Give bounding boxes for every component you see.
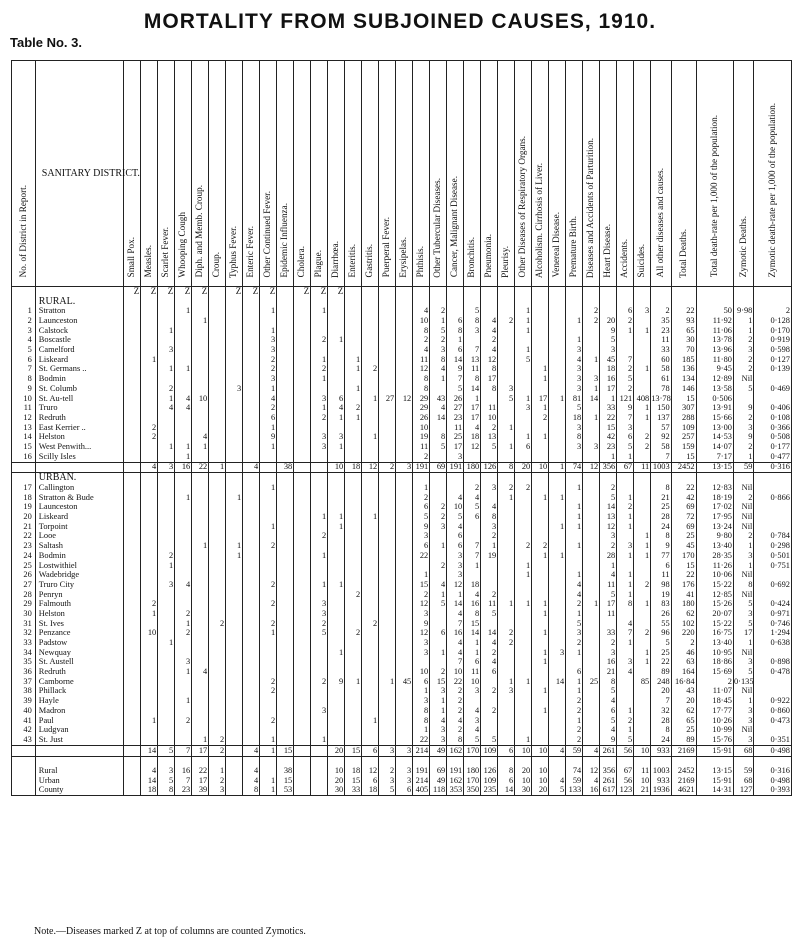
table-row: 7 St. Germans .. 1 1 2 2 1 2 12 4 9 11 8 1 3 18 2 1 58 136 9·45 2 0·139 (12, 365, 792, 375)
header-col-31: All other diseases and causes. (651, 61, 671, 287)
zymotic-marker-row: Z Z Z Z Z Z Z Z Z Z Z (12, 287, 792, 297)
header-col-3: Whooping Cough (175, 61, 192, 287)
table-row: 2 Launceston 1 10 1 6 8 4 2 1 1 2 20 2 35 93 11·92 1 0·128 (12, 316, 792, 326)
table-row: 8 Bodmin 3 1 8 1 7 8 17 1 3 3 16 5 61 134 12·89 Nil (12, 375, 792, 385)
header-col-23: Other Diseases of Respiratory Organs. (515, 61, 532, 287)
header-col-30: Suicides. (634, 61, 651, 287)
header-col-14: Gastritis. (362, 61, 379, 287)
header-col-32: Total Deaths. (671, 61, 696, 287)
header-col-10: Cholera. (294, 61, 311, 287)
table-row: 25 Lostwithiel 1 2 3 1 1 1 6 15 11·26 1 0·751 (12, 561, 792, 571)
section-urban: URBAN. (12, 473, 792, 484)
table-row: 39 Hayle 1 3 1 2 2 4 7 20 18·45 1 0·922 (12, 697, 792, 707)
header-col-18: Other Tubercular Diseases. (430, 61, 447, 287)
table-row: 10 St. Au-tell 1 4 10 4 3 6 1 27 12 29 43 26 1 5 1 17 1 81 14 1 121 408 13·78 15 0·506 (12, 394, 792, 404)
table-row: 3 Calstock 1 1 8 5 8 3 4 1 9 1 1 23 65 11·06 1 0·170 (12, 326, 792, 336)
table-row: 38 Phillack 2 1 3 2 3 2 3 1 1 5 20 43 11·07 Nil (12, 687, 792, 697)
table-row: 22 Looe 2 3 6 2 3 1 8 25 9·80 2 0·784 (12, 532, 792, 542)
header-col-1: Measles. (141, 61, 158, 287)
header-col-25: Venereal Disease. (549, 61, 566, 287)
header-col-16: Erysipelas. (396, 61, 413, 287)
table-row: 11 Truro 4 4 2 1 4 2 29 4 27 17 11 3 1 5 33 9 1 150 307 13·91 9 0·406 (12, 404, 792, 414)
header-col-0: Small Pox. (124, 61, 141, 287)
header-col-8: Other Continued Fever. (260, 61, 277, 287)
header-col-27: Diseases and Accidents of Parturition. (583, 61, 600, 287)
header-col-4: Diph. and Memb. Croup. (192, 61, 209, 287)
table-row: 28 Penryn 2 2 1 1 4 2 4 5 1 19 41 12·85 Nil (12, 590, 792, 600)
table-row: 32 Penzance 10 2 1 5 2 12 6 16 14 14 2 1 3 33 7 2 96 220 16·75 17 1·294 (12, 629, 792, 639)
table-row: 29 Falmouth 2 2 3 12 5 14 16 11 1 1 1 2 1 17 8 1 83 180 15·26 5 0·424 (12, 600, 792, 610)
table-row: 19 Launceston 6 2 10 5 4 1 14 2 25 69 17·02 Nil (12, 503, 792, 513)
header-col-28: Heart Disease. (600, 61, 617, 287)
table-row: 30 Helston 1 2 3 3 4 8 5 1 1 11 26 62 20·07 3 0·971 (12, 609, 792, 619)
header-col-35: Zymotic death-rate per 1,000 of the population. (754, 61, 792, 287)
header-col-7: Enteric Fever. (243, 61, 260, 287)
header-col-12: Diarrhœa. (328, 61, 345, 287)
table-row: 18 Stratton & Bude 1 1 2 4 4 1 1 1 5 1 21 42 18·19 2 0·866 (12, 493, 792, 503)
header-col-11: Plague. (311, 61, 328, 287)
table-row: 31 St. Ives 1 2 2 2 2 9 7 15 5 4 55 102 15·22 5 0·746 (12, 619, 792, 629)
summary-row: Urban 14 5 7 17 2 4 1 15 20 15 6 3 3 214 49 162 170 109 6 10 10 4 59 4 261 56 10 933 2169 15·91 68 0·498 (12, 776, 792, 786)
table-row: 14 Helston 2 4 9 3 3 1 19 8 25 18 13 1 1 8 42 6 2 92 257 14·53 9 0·508 (12, 433, 792, 443)
table-row: 21 Torpoint 1 1 9 3 4 3 1 1 12 1 24 69 13·24 Nil (12, 522, 792, 532)
table-row: 4 Boscastle 3 2 1 2 2 1 2 1 5 11 30 13·78 2 0·919 (12, 336, 792, 346)
rural-total-row: 4 3 16 22 1 4 38 10 18 12 2 3 191 69 191 180 126 8 20 10 1 74 12 356 67 11 1003 2452 13·15 59 0·316 (12, 462, 792, 473)
header-col-2: Scarlet Fever. (158, 61, 175, 287)
header-col-22: Pleurisy. (498, 61, 515, 287)
footnote: Note.—Diseases marked Z at top of columns are counted Zymotics. (34, 926, 306, 937)
table-row: 33 Padstow 1 3 4 1 4 2 2 2 1 5 2 13·40 1 0·638 (12, 638, 792, 648)
header-col-9: Epidemic Influenza. (277, 61, 294, 287)
header-col-21: Pneumonia. (481, 61, 498, 287)
table-row: 5 Camelford 3 3 4 3 6 7 4 1 3 3 33 70 13·96 3 0·598 (12, 345, 792, 355)
table-row: 23 Saltash 1 1 2 6 1 6 7 1 2 2 1 2 3 1 9 45 13·40 1 0·298 (12, 542, 792, 552)
page-title: MORTALITY FROM SUBJOINED CAUSES, 1910. (143, 10, 657, 33)
table-row: 20 Liskeard 1 1 1 5 2 5 6 8 1 13 1 28 72 17·95 Nil (12, 512, 792, 522)
table-row: 40 Madron 3 8 1 2 4 2 1 2 6 1 32 62 17·77 3 0·860 (12, 706, 792, 716)
table-row: 16 Scilly Isles 1 2 3 1 1 7 15 7·17 1 0·477 (12, 452, 792, 462)
header-col-13: Enteritis. (345, 61, 362, 287)
header-col-15: Puerperal Fever. (379, 61, 396, 287)
table-row: 37 Camborne 2 2 9 1 1 45 6 15 22 10 1 1 14 1 25 8 85 248 16·84 2 0·135 (12, 677, 792, 687)
summary-row: County 18 8 23 39 3 8 1 53 30 33 18 5 6 405 118 353 350 235 14 30 20 5 133 16 617 123 21 1936 4621 14·31 127 0·393 (12, 786, 792, 796)
urban-total-row: 14 5 7 17 2 4 1 15 20 15 6 3 3 214 49 162 170 109 6 10 10 4 59 4 261 56 10 933 2169 15·91 68 0·498 (12, 745, 792, 756)
table-row: 24 Bodmin 2 1 1 22 3 7 19 1 1 28 1 1 77 170 28·35 3 0·501 (12, 551, 792, 561)
table-row: 13 East Kerrier .. 2 1 10 11 4 2 1 3 15 3 57 109 13·00 3 0·366 (12, 423, 792, 433)
header-col-34: Zymotic Deaths. (733, 61, 753, 287)
header-sanitary-district: SANITARY DISTRICT. (35, 61, 123, 287)
header-col-26: Premature Birth. (566, 61, 583, 287)
header-col-19: Cancer, Malignant Disease. (447, 61, 464, 287)
header-col-33: Total death-rate per 1,000 of the population. (696, 61, 733, 287)
table-row: 9 St. Columb 2 3 1 1 8 5 14 8 3 3 1 17 2 78 146 13·58 5 0·469 (12, 384, 792, 394)
table-row: 17 Callington 1 1 2 3 2 2 1 2 8 22 12·83 Nil (12, 483, 792, 493)
table-row: 41 Paul 1 2 2 1 8 4 4 3 1 5 2 28 65 10·26 3 0·473 (12, 716, 792, 726)
table-row: 1 Stratton 1 1 1 4 2 5 1 2 6 3 2 22 50 9·98 2 (12, 307, 792, 317)
table-row: 15 West Penwith... 1 1 1 1 3 1 11 5 17 12 5 1 6 3 3 23 5 2 58 159 14·07 2 0·177 (12, 442, 792, 452)
summary-row: Rural 4 3 16 22 1 4 38 10 18 12 2 3 191 69 191 180 126 8 20 10 74 12 356 67 11 1003 2452 13·15 59 0·316 (12, 766, 792, 776)
table-row: 42 Ludgvan 1 3 2 4 2 4 1 8 25 10·99 Nil (12, 726, 792, 736)
table-row: 27 Truro City 3 4 2 1 1 15 4 12 18 4 11 1 2 98 176 15·22 8 0·692 (12, 580, 792, 590)
mortality-table (11, 60, 792, 796)
spacer-row (12, 756, 792, 766)
table-row: 34 Newquay 1 3 1 4 1 2 1 3 1 3 1 25 46 10·95 Nil (12, 648, 792, 658)
header-col-6: Typhus Fever. (226, 61, 243, 287)
header-col-17: Phthisis. (413, 61, 430, 287)
header-col-24: Alcoholism. Cirrhosis of Liver. (532, 61, 549, 287)
table-row: 12 Redruth 6 2 1 1 26 14 23 17 10 2 18 1 22 7 1 137 288 15·66 2 0·108 (12, 413, 792, 423)
header-col-20: Bronchitis. (464, 61, 481, 287)
table-number: Table No. 3. (10, 35, 82, 50)
header-col-29: Accidents. (617, 61, 634, 287)
table-row: 36 Redruth 1 4 10 2 10 11 6 6 21 4 89 164 15·69 5 0·478 (12, 667, 792, 677)
table-row: 6 Liskeard 1 2 1 1 11 8 14 13 12 5 4 1 45 7 60 185 11·80 2 0·127 (12, 355, 792, 365)
table-row: 26 Wadebridge 1 3 1 1 4 1 11 22 10·06 Nil (12, 571, 792, 581)
section-rural: RURAL. (12, 297, 792, 307)
table-row: 35 St. Austell 3 7 6 4 1 16 3 1 22 63 18·86 3 0·898 (12, 658, 792, 668)
table-row: 43 St. Just 1 2 1 1 22 3 8 5 5 1 2 9 5 24 89 15·76 3 0·351 (12, 735, 792, 745)
header-col-5: Croup. (209, 61, 226, 287)
header-district-number: No. of District in Report. (12, 61, 36, 287)
